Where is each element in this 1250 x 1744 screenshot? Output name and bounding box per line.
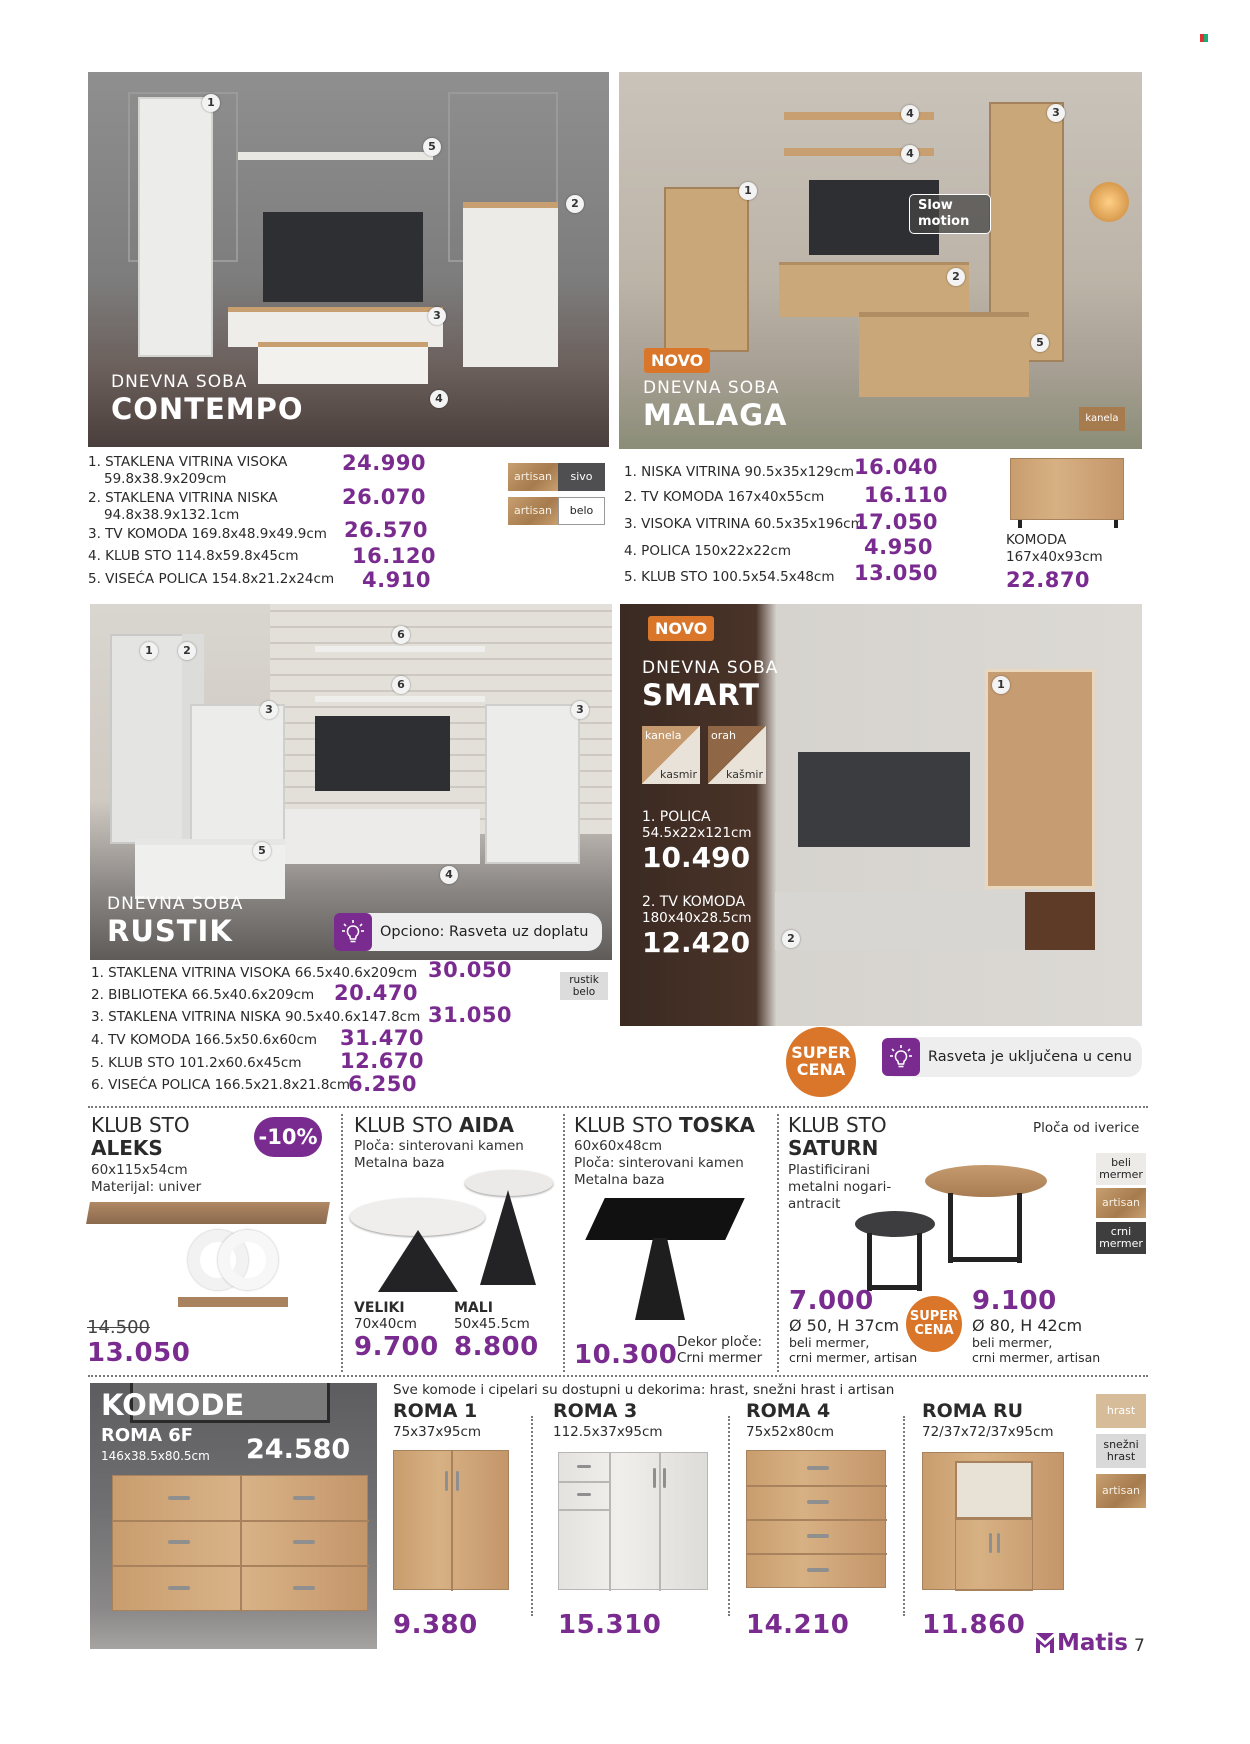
room-subtitle: DNEVNA SOBA	[111, 372, 248, 392]
roma-6f-price: 24.580	[246, 1434, 351, 1465]
smart-item-1-dims: 54.5x22x121cm	[642, 825, 752, 841]
contempo-item-4: 4. KLUB STO 114.8x59.8x45cm	[88, 548, 299, 564]
malaga-price-5: 13.050	[854, 561, 939, 585]
rustik-price-1: 30.050	[428, 958, 513, 982]
room-name: SMART	[642, 678, 760, 712]
rustik-label	[107, 894, 243, 948]
malaga-price-3: 17.050	[854, 510, 939, 534]
toska-title	[574, 1114, 755, 1137]
roma-4-image	[746, 1450, 886, 1588]
tv	[315, 716, 450, 791]
divider	[341, 1114, 343, 1372]
super-label: SUPER	[909, 1309, 959, 1325]
item-badge: 4	[440, 866, 458, 884]
roma-1-dims: 75x37x95cm	[393, 1424, 482, 1440]
malaga-price-2: 16.110	[864, 483, 949, 507]
contempo-item-2: 2. STAKLENA VITRINA NISKA	[88, 490, 278, 506]
rustik-photo	[90, 604, 612, 960]
smart-label	[642, 658, 778, 712]
smart-light-text: Rasveta je uključena u cenu	[928, 1049, 1132, 1065]
variant-decor1: beli mermer,	[789, 1335, 870, 1350]
toska-line2: Metalna baza	[574, 1171, 665, 1188]
variant-price: 8.800	[454, 1332, 539, 1362]
aleks-old-price: 14.500	[87, 1317, 150, 1338]
komode-note: Sve komode i cipelari su dostupni u dekorima: hrast, snežni hrast i artisan	[393, 1382, 895, 1398]
swatch-kanela-kasmir	[642, 726, 700, 784]
toska-decor-value: Crni mermer	[677, 1350, 763, 1366]
smart-item-1-price: 10.490	[642, 841, 751, 874]
saturn-title-bold: SATURN	[788, 1136, 879, 1160]
slow-motion-badge	[909, 194, 991, 234]
rustik-item-3: 3. STAKLENA VITRINA NISKA 90.5x40.6x147.8cm	[91, 1009, 421, 1025]
low-vitrine	[190, 704, 285, 854]
wall-shelf-unit	[985, 669, 1095, 889]
lightbulb-icon	[882, 1038, 920, 1076]
toska-table-image	[585, 1198, 745, 1328]
saturn-variant-small	[789, 1286, 917, 1365]
malaga-item-1: 1. NISKA VITRINA 90.5x35x129cm	[624, 464, 854, 480]
rustik-price-2: 20.470	[334, 981, 419, 1005]
roma-6f-name: ROMA 6F	[101, 1425, 194, 1446]
variant-price: 7.000	[789, 1286, 874, 1316]
item-badge: 2	[566, 195, 584, 213]
swatch-rustik-belo: rustik belo	[560, 972, 608, 1000]
roma-3-dims: 112.5x37x95cm	[553, 1424, 663, 1440]
item-badge: 6	[392, 626, 410, 644]
toska-decor	[677, 1334, 762, 1366]
tv	[263, 212, 423, 302]
malaga-price-4: 4.950	[864, 535, 933, 559]
wall-shelf	[315, 646, 485, 652]
aleks-title-light: KLUB STO	[91, 1113, 190, 1137]
tall-vitrine	[110, 634, 190, 844]
color-tag-kanela	[1079, 407, 1125, 431]
saturn-table-image	[855, 1165, 1055, 1295]
variant-price: 9.700	[354, 1332, 439, 1362]
smart-item-2-label: 2. TV KOMODA	[642, 894, 746, 910]
contempo-item-1-dims: 59.8x38.9x209cm	[104, 471, 227, 487]
aleks-desc	[91, 1162, 201, 1196]
swatch-top-label: orah	[711, 729, 736, 742]
item-badge: 4	[901, 145, 919, 163]
aleks-dims: 60x115x54cm	[91, 1162, 188, 1178]
side-cabinet	[463, 202, 558, 367]
divider	[88, 1106, 1148, 1108]
low-vitrine	[485, 704, 580, 864]
komoda-leg	[1018, 520, 1022, 528]
smart-item-1-label: 1. POLICA	[642, 809, 711, 825]
aleks-price: 13.050	[87, 1338, 191, 1368]
room-name: RUSTIK	[107, 914, 233, 948]
aida-table-image	[350, 1170, 555, 1295]
swatch-crni-mermer: crni mermer	[1096, 1222, 1146, 1254]
swatch-bottom-label: kašmir	[726, 768, 763, 781]
toska-price: 10.300	[574, 1340, 678, 1370]
malaga-item-5: 5. KLUB STO 100.5x54.5x48cm	[624, 569, 835, 585]
contempo-price-2: 26.070	[342, 485, 427, 509]
contempo-price-3: 26.570	[344, 518, 429, 542]
roma-6f-dims: 146x38.5x80.5cm	[101, 1449, 210, 1463]
rustik-item-1: 1. STAKLENA VITRINA VISOKA 66.5x40.6x209cm	[91, 965, 418, 981]
item-badge: 1	[140, 642, 158, 660]
roma-ru-dims: 72/37x72/37x95cm	[922, 1424, 1054, 1440]
item-badge: 3	[1047, 104, 1065, 122]
contempo-photo	[88, 72, 609, 447]
aida-variant-veliki	[354, 1300, 439, 1362]
room-subtitle: DNEVNA SOBA	[107, 894, 244, 914]
corner-mark-icon	[1200, 34, 1208, 42]
contempo-label	[111, 372, 304, 426]
roma-ru-name: ROMA RU	[922, 1400, 1024, 1422]
malaga-item-4: 4. POLICA 150x22x22cm	[624, 543, 792, 559]
variant-name: MALI	[454, 1300, 493, 1316]
contempo-item-5: 5. VISEĆA POLICA 154.8x21.2x24cm	[88, 571, 335, 587]
saturn-desc2: metalni nogari-	[788, 1178, 892, 1195]
variant-decor1: beli mermer,	[972, 1335, 1053, 1350]
item-badge: 5	[1031, 334, 1049, 352]
roma-1-image	[393, 1450, 509, 1590]
roma-4-name: ROMA 4	[746, 1400, 831, 1422]
item-badge: 2	[782, 930, 800, 948]
item-badge: 3	[571, 701, 589, 719]
item-badge: 1	[992, 676, 1010, 694]
matis-logo	[1036, 1630, 1128, 1656]
item-badge: 5	[253, 842, 271, 860]
item-badge: 1	[202, 94, 220, 112]
cena-label: CENA	[796, 1060, 846, 1079]
roma-3-image	[558, 1452, 708, 1590]
room-subtitle: DNEVNA SOBA	[643, 378, 780, 398]
tv-stand	[779, 262, 969, 317]
slow-motion-text: Slow motion	[918, 198, 970, 229]
aida-line1: Ploča: sinterovani kamen	[354, 1138, 524, 1154]
wall-shelf	[315, 696, 485, 702]
lamp	[1089, 182, 1129, 222]
item-badge: 3	[260, 701, 278, 719]
rustik-price-3: 31.050	[428, 1003, 513, 1027]
coffee-table	[859, 312, 1029, 397]
aleks-material: Materijal: univer	[91, 1178, 202, 1195]
aida-title-light: KLUB STO	[354, 1113, 459, 1137]
discount-badge	[254, 1117, 322, 1157]
saturn-desc1: Plastificirani	[788, 1162, 871, 1178]
variant-dims: 50x45.5cm	[454, 1316, 530, 1332]
room-name: CONTEMPO	[111, 392, 304, 426]
rustik-light-text: Opciono: Rasveta uz doplatu	[380, 924, 589, 940]
contempo-price-5: 4.910	[362, 568, 431, 592]
variant-decor2: crni mermer, artisan	[972, 1350, 1101, 1365]
low-vitrine	[664, 187, 749, 352]
aida-title	[354, 1114, 514, 1137]
divider	[903, 1416, 905, 1616]
room-subtitle: DNEVNA SOBA	[642, 658, 779, 678]
divider	[531, 1416, 533, 1616]
malaga-item-2: 2. TV KOMODA 167x40x55cm	[624, 489, 825, 505]
contempo-item-1: 1. STAKLENA VITRINA VISOKA	[88, 454, 288, 470]
room-name: MALAGA	[643, 398, 788, 432]
toska-title-bold: TOSKA	[679, 1113, 756, 1137]
dresser	[112, 1475, 368, 1611]
komode-title: KOMODE	[101, 1388, 245, 1422]
matis-logo-icon	[1036, 1633, 1054, 1653]
swatch-artisan: artisan	[508, 463, 558, 491]
smart-light-note	[882, 1037, 1142, 1077]
item-badge: 5	[423, 138, 441, 156]
item-badge: 2	[947, 268, 965, 286]
rustik-price-6: 6.250	[348, 1072, 417, 1096]
item-badge: 1	[739, 182, 757, 200]
swatch-artisan: artisan	[508, 497, 558, 525]
swatch-snezni-hrast: snežni hrast	[1096, 1434, 1146, 1468]
aleks-title-bold: ALEKS	[91, 1136, 163, 1160]
aleks-table-image	[88, 1202, 328, 1322]
divider	[88, 1375, 1148, 1377]
variant-dims: Ø 80, H 42cm	[972, 1316, 1083, 1335]
variant-dims: Ø 50, H 37cm	[789, 1316, 900, 1335]
divider	[728, 1416, 730, 1616]
swatch-bottom-label: kasmir	[660, 768, 697, 781]
wall-shelf	[238, 152, 433, 160]
komoda-leg	[1114, 520, 1118, 528]
aida-desc	[354, 1138, 524, 1172]
page-number: 7	[1134, 1636, 1145, 1656]
novo-badge: NOVO	[644, 348, 710, 373]
super-label: SUPER	[791, 1043, 851, 1063]
toska-decor-label: Dekor ploče:	[677, 1334, 762, 1350]
cena-label: CENA	[914, 1323, 954, 1338]
divider	[563, 1114, 565, 1372]
roma-4-price: 14.210	[746, 1610, 850, 1640]
malaga-item-3: 3. VISOKA VITRINA 60.5x35x196cm	[624, 516, 864, 532]
aida-title-bold: AIDA	[459, 1113, 514, 1137]
novo-badge: NOVO	[648, 616, 714, 641]
roma-3-name: ROMA 3	[553, 1400, 638, 1422]
roma-1-price: 9.380	[393, 1610, 478, 1640]
glass-cabinet	[138, 97, 213, 357]
malaga-photo	[619, 72, 1142, 449]
tv	[798, 752, 970, 847]
saturn-note: Ploča od iverice	[1033, 1120, 1140, 1136]
komoda-price: 22.870	[1006, 568, 1091, 592]
contempo-price-4: 16.120	[352, 544, 437, 568]
swatch-artisan: artisan	[1096, 1474, 1146, 1508]
swatch-sivo: sivo	[558, 463, 605, 491]
super-cena-badge	[906, 1296, 962, 1352]
rustik-item-5: 5. KLUB STO 101.2x60.6x45cm	[91, 1055, 302, 1071]
komoda-dims: 167x40x93cm	[1006, 549, 1103, 565]
saturn-variant-large	[972, 1286, 1100, 1365]
roma-3-price: 15.310	[558, 1610, 662, 1640]
swatch-artisan: artisan	[1096, 1188, 1146, 1218]
swatch-orah-kasmir	[708, 726, 766, 784]
komoda-image	[1010, 458, 1124, 520]
saturn-title-light: KLUB STO	[788, 1113, 887, 1137]
item-badge: 3	[428, 307, 446, 325]
contempo-item-2-dims: 94.8x38.9x132.1cm	[104, 507, 240, 523]
item-badge: 2	[178, 642, 196, 660]
matis-logo-text: Matis	[1057, 1630, 1128, 1656]
smart-item-2	[642, 894, 752, 959]
rustik-price-4: 31.470	[340, 1026, 425, 1050]
variant-dims: 70x40cm	[354, 1316, 417, 1332]
aida-line2: Metalna baza	[354, 1154, 445, 1171]
color-tag-text: kanela	[1085, 413, 1119, 424]
komode-photo	[90, 1383, 377, 1649]
saturn-desc3: antracit	[788, 1195, 841, 1212]
malaga-label	[643, 378, 787, 432]
variant-name: VELIKI	[354, 1300, 405, 1316]
smart-item-2-dims: 180x40x28.5cm	[642, 910, 752, 926]
smart-item-1	[642, 809, 752, 874]
item-badge: 6	[392, 676, 410, 694]
floating-tv-unit	[775, 892, 1095, 950]
rustik-item-2: 2. BIBLIOTEKA 66.5x40.6x209cm	[91, 987, 315, 1003]
discount-text: -10%	[258, 1125, 318, 1149]
contempo-price-1: 24.990	[342, 451, 427, 475]
swatch-beli-mermer: beli mermer	[1096, 1153, 1146, 1185]
item-badge: 4	[901, 105, 919, 123]
roma-1-name: ROMA 1	[393, 1400, 478, 1422]
roma-4-dims: 75x52x80cm	[746, 1424, 835, 1440]
contempo-item-3: 3. TV KOMODA 169.8x48.9x49.9cm	[88, 526, 327, 542]
toska-title-light: KLUB STO	[574, 1113, 679, 1137]
toska-line1: Ploča: sinterovani kamen	[574, 1154, 744, 1171]
item-badge: 4	[430, 390, 448, 408]
swatch-hrast: hrast	[1096, 1394, 1146, 1428]
smart-item-2-price: 12.420	[642, 926, 751, 959]
rustik-price-5: 12.670	[340, 1049, 425, 1073]
variant-price: 9.100	[972, 1286, 1057, 1316]
roma-ru-image	[922, 1452, 1064, 1590]
rustik-item-6: 6. VISEĆA POLICA 166.5x21.8x21.8cm	[91, 1077, 350, 1093]
saturn-title	[788, 1114, 887, 1160]
rustik-light-note	[334, 913, 602, 951]
divider	[777, 1114, 779, 1372]
swatch-belo: belo	[558, 497, 605, 525]
swatch-top-label: kanela	[645, 729, 682, 742]
toska-dims: 60x60x48cm	[574, 1138, 663, 1154]
smart-photo	[620, 604, 1142, 1026]
aleks-title	[91, 1114, 190, 1160]
lightbulb-icon	[334, 913, 372, 951]
super-cena-badge	[786, 1027, 856, 1097]
roma-ru-price: 11.860	[922, 1610, 1026, 1640]
variant-decor2: crni mermer, artisan	[789, 1350, 918, 1365]
rustik-item-4: 4. TV KOMODA 166.5x50.6x60cm	[91, 1032, 318, 1048]
tv-stand	[285, 809, 480, 864]
malaga-price-1: 16.040	[854, 455, 939, 479]
toska-desc	[574, 1138, 744, 1189]
komoda-label: KOMODA	[1006, 532, 1067, 548]
tv-stand	[228, 307, 443, 347]
aida-variant-mali	[454, 1300, 539, 1362]
